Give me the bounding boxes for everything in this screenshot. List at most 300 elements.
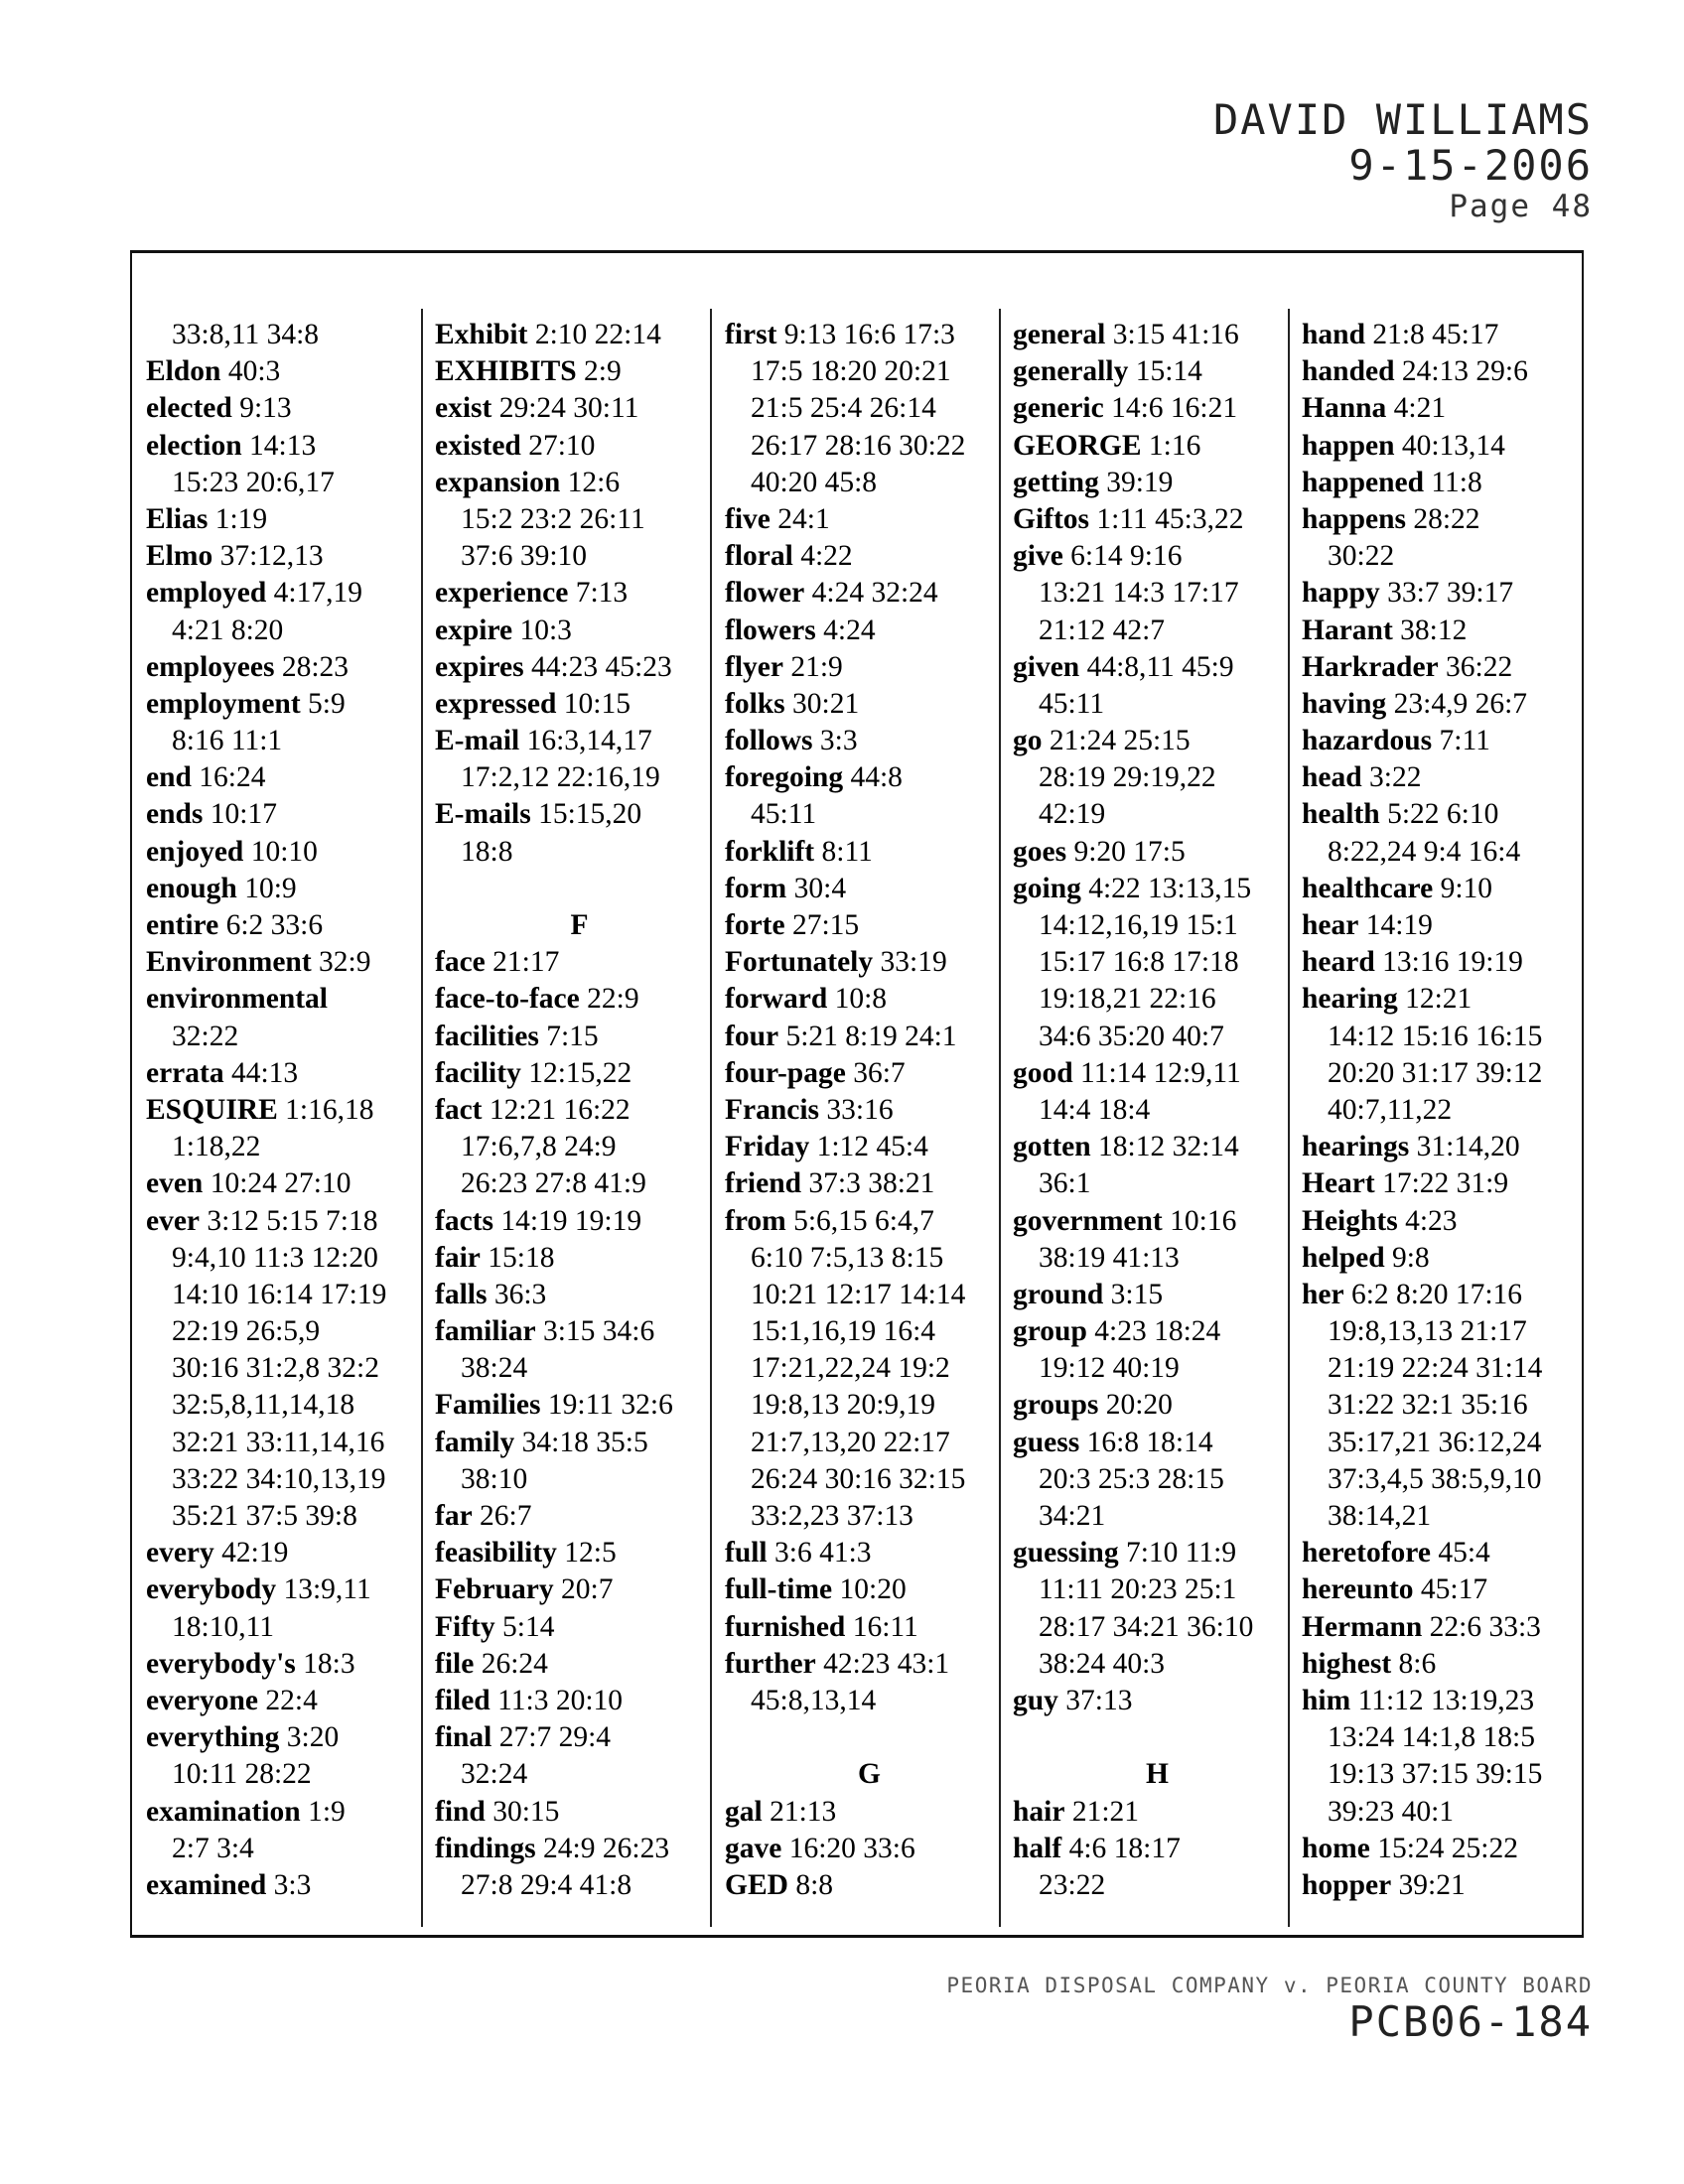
page-line-references: 37:12,13 — [219, 540, 324, 573]
page-line-references: 36:3 — [493, 1278, 547, 1310]
index-term: ESQUIRE — [146, 1093, 278, 1126]
page-line-references: 34:6 35:20 40:7 — [1039, 1020, 1224, 1052]
index-entry — [435, 686, 724, 723]
index-entry — [146, 501, 435, 538]
page-line-references: 19:13 37:15 39:15 — [1328, 1758, 1543, 1791]
index-continuation-line — [1302, 1092, 1591, 1129]
index-term: hazardous — [1302, 725, 1433, 757]
page-line-references: 24:13 29:6 — [1401, 355, 1528, 388]
page-line-references: 29:24 30:11 — [498, 392, 639, 425]
index-continuation-line — [725, 1683, 1014, 1719]
page-line-references: 15:14 — [1135, 355, 1202, 388]
page-line-references: 11:12 13:19,23 — [1357, 1684, 1535, 1716]
index-column-5 — [1302, 317, 1591, 1935]
page-line-references: 1:18,22 — [172, 1131, 261, 1163]
page-line-references: 4:22 13:13,15 — [1088, 872, 1252, 904]
page-line-references: 4:21 — [1393, 392, 1447, 425]
index-entry — [146, 907, 435, 944]
page-line-references: 7:15 — [546, 1020, 599, 1052]
index-entry — [146, 390, 435, 427]
index-term: heard — [1302, 946, 1375, 979]
index-term: Francis — [725, 1093, 820, 1126]
index-term: Giftos — [1013, 502, 1090, 535]
page-line-references: 17:6,7,8 24:9 — [461, 1131, 617, 1163]
index-term: hopper — [1302, 1868, 1392, 1901]
page-line-references: 27:8 29:4 41:8 — [461, 1868, 632, 1901]
page-line-references: 19:8,13,13 21:17 — [1328, 1315, 1527, 1348]
index-entry — [1302, 1867, 1591, 1904]
index-term: GEORGE — [1013, 429, 1142, 462]
page-line-references: 27:15 — [791, 909, 860, 941]
index-term: expires — [435, 650, 524, 683]
index-continuation-line — [1013, 796, 1302, 833]
index-continuation-line — [1302, 1019, 1591, 1055]
index-continuation-line — [1013, 1019, 1302, 1055]
index-continuation-line — [1013, 944, 1302, 981]
page-line-references: 32:24 — [461, 1758, 528, 1791]
column-divider — [1288, 309, 1290, 1927]
page-line-references: 2:9 — [584, 355, 622, 388]
page-line-references: 1:19 — [214, 502, 268, 535]
index-entry — [435, 1609, 724, 1646]
index-entry — [146, 796, 435, 833]
index-entry — [1013, 317, 1302, 353]
index-entry — [725, 1019, 1014, 1055]
page-line-references: 5:14 — [502, 1610, 555, 1643]
page-line-references: 38:10 — [461, 1462, 528, 1495]
index-entry — [1302, 428, 1591, 465]
index-entry — [435, 871, 724, 907]
index-term: everyone — [146, 1684, 259, 1716]
index-term: employed — [146, 577, 267, 610]
page-line-references: 1:16,18 — [285, 1093, 374, 1126]
page-line-references: 30:4 — [793, 872, 847, 904]
page-line-references: 4:6 18:17 — [1068, 1832, 1181, 1864]
index-entry — [725, 1055, 1014, 1092]
index-term: foregoing — [725, 761, 844, 794]
page-line-references: 37:6 39:10 — [461, 540, 588, 573]
index-entry — [1302, 1609, 1591, 1646]
index-entry — [1302, 907, 1591, 944]
deposition-date: 9-15-2006 — [1348, 141, 1593, 190]
index-continuation-line — [146, 1831, 435, 1867]
page-line-references: 11:3 20:10 — [497, 1684, 624, 1716]
index-term: even — [146, 1167, 204, 1200]
index-term: happened — [1302, 466, 1424, 498]
index-term: far — [435, 1500, 473, 1532]
index-term: Fortunately — [725, 946, 874, 979]
page-line-references: 45:17 — [1420, 1573, 1488, 1606]
index-column-1 — [146, 317, 435, 1935]
index-term: employees — [146, 650, 275, 683]
index-entry — [1302, 1277, 1591, 1313]
page-line-references: 22:9 — [587, 983, 639, 1016]
index-entry — [725, 1831, 1014, 1867]
index-term: given — [1013, 650, 1080, 683]
page-line-references: 14:19 — [1365, 909, 1433, 941]
page-line-references: 44:8,11 45:9 — [1086, 650, 1234, 683]
page-line-references: 14:19 19:19 — [500, 1204, 642, 1237]
index-term: general — [1013, 319, 1106, 350]
index-term: expire — [435, 614, 513, 646]
page-line-references: 45:8,13,14 — [751, 1684, 877, 1716]
index-entry — [146, 981, 435, 1018]
page-line-references: 17:22 31:9 — [1382, 1167, 1509, 1200]
index-term: hearing — [1302, 983, 1398, 1016]
index-entry — [146, 428, 435, 465]
index-term: gotten — [1013, 1131, 1091, 1163]
index-entry — [1302, 353, 1591, 390]
index-term: half — [1013, 1832, 1062, 1864]
index-term: healthcare — [1302, 872, 1434, 904]
index-term: everything — [146, 1721, 280, 1754]
index-continuation-line — [1302, 1313, 1591, 1350]
column-divider — [999, 309, 1001, 1927]
index-term: E-mails — [435, 798, 531, 831]
index-term: fact — [435, 1093, 483, 1126]
index-term: enjoyed — [146, 835, 244, 868]
index-term: generally — [1013, 355, 1129, 388]
index-entry — [146, 1867, 435, 1904]
page-line-references: 21:12 42:7 — [1039, 614, 1166, 646]
index-continuation-line — [1013, 1867, 1302, 1904]
index-entry — [725, 649, 1014, 686]
index-entry — [725, 1571, 1014, 1608]
index-continuation-line — [1013, 1646, 1302, 1683]
page-line-references: 15:18 — [488, 1241, 555, 1274]
index-continuation-line — [725, 1313, 1014, 1350]
index-term: guessing — [1013, 1537, 1119, 1570]
index-entry — [435, 1313, 724, 1350]
index-continuation-line — [146, 317, 435, 353]
page-line-references: 42:19 — [1039, 798, 1106, 831]
index-term: expansion — [435, 466, 561, 498]
page-line-references: 5:22 6:10 — [1387, 798, 1499, 831]
page-line-references: 45:4 — [1438, 1537, 1490, 1570]
index-entry — [1302, 1165, 1591, 1202]
index-term: Eldon — [146, 355, 221, 388]
index-entry — [725, 1165, 1014, 1202]
index-term: goes — [1013, 835, 1067, 868]
page-line-references: 21:19 22:24 31:14 — [1328, 1352, 1543, 1385]
index-term: forklift — [725, 835, 815, 868]
index-term: E-mail — [435, 725, 520, 757]
index-continuation-line — [435, 501, 724, 538]
index-term: ever — [146, 1204, 201, 1237]
index-entry — [435, 1571, 724, 1608]
index-continuation-line — [725, 1461, 1014, 1498]
index-entry — [1302, 759, 1591, 796]
page-line-references: 30:15 — [492, 1795, 560, 1828]
index-entry — [435, 1055, 724, 1092]
page-line-references: 30:16 31:2,8 32:2 — [172, 1352, 379, 1385]
index-term: face-to-face — [435, 983, 580, 1016]
index-term: hair — [1013, 1795, 1065, 1828]
page-line-references: 33:2,23 37:13 — [751, 1500, 913, 1532]
index-continuation-line — [1302, 1461, 1591, 1498]
index-entry — [435, 613, 724, 649]
index-entry — [1013, 1387, 1302, 1424]
page-line-references: 16:20 33:6 — [788, 1832, 915, 1864]
page-line-references: 10:16 — [1170, 1204, 1237, 1237]
page-line-references: 15:24 25:22 — [1377, 1832, 1518, 1864]
index-continuation-line — [435, 1350, 724, 1387]
index-term: Heart — [1302, 1167, 1375, 1200]
page-line-references: 26:24 — [481, 1647, 548, 1680]
page-line-references: 10:3 — [519, 614, 572, 646]
index-entry — [725, 944, 1014, 981]
index-term: file — [435, 1647, 475, 1680]
page-line-references: 15:17 16:8 17:18 — [1039, 946, 1239, 979]
index-continuation-line — [1013, 1498, 1302, 1535]
page-line-references: 21:17 — [492, 946, 560, 979]
page-line-references: 9:20 17:5 — [1073, 835, 1186, 868]
page-line-references: 10:24 27:10 — [210, 1167, 351, 1200]
page-line-references: 4:24 — [823, 614, 876, 646]
index-term: head — [1302, 761, 1362, 794]
page-line-references: 15:2 23:2 26:11 — [461, 502, 645, 535]
index-term: full-time — [725, 1573, 833, 1606]
index-term: facilities — [435, 1020, 539, 1052]
index-entry — [1302, 1129, 1591, 1165]
page-line-references: 13:9,11 — [283, 1573, 371, 1606]
index-term: Exhibit — [435, 319, 528, 350]
index-entry — [435, 649, 724, 686]
index-entry — [435, 1498, 724, 1535]
page-line-references: 37:3 38:21 — [808, 1167, 935, 1200]
page-line-references: 5:21 8:19 24:1 — [785, 1020, 957, 1052]
index-entry — [1013, 1535, 1302, 1571]
index-term: experience — [435, 577, 569, 610]
index-continuation-line — [1013, 1240, 1302, 1277]
page-line-references: 22:6 33:3 — [1429, 1610, 1541, 1643]
page-line-references: 26:23 27:8 41:9 — [461, 1167, 646, 1200]
index-term: flower — [725, 577, 805, 610]
page-line-references: 17:21,22,24 19:2 — [751, 1352, 950, 1385]
index-term: happen — [1302, 429, 1395, 462]
index-term: entire — [146, 909, 219, 941]
index-continuation-line — [725, 1350, 1014, 1387]
case-caption: PEORIA DISPOSAL COMPANY v. PEORIA COUNTY BOARD — [946, 1974, 1593, 1997]
index-entry — [725, 538, 1014, 575]
index-term: Families — [435, 1389, 541, 1422]
index-entry — [146, 649, 435, 686]
index-term: exist — [435, 392, 492, 425]
page-line-references: 4:17,19 — [273, 577, 362, 610]
index-continuation-line — [435, 1165, 724, 1202]
index-term: examination — [146, 1795, 301, 1828]
page-line-references: 5:6,15 6:4,7 — [793, 1204, 934, 1237]
page-line-references: 45:11 — [1039, 687, 1105, 720]
index-entry — [146, 1683, 435, 1719]
page-line-references: 1:11 45:3,22 — [1096, 502, 1244, 535]
page-line-references: 8:11 — [821, 835, 873, 868]
page-line-references: 31:22 32:1 35:16 — [1328, 1389, 1528, 1422]
index-entry — [1013, 1203, 1302, 1240]
index-continuation-line — [1302, 1794, 1591, 1831]
index-term: existed — [435, 429, 521, 462]
index-term: generic — [1013, 392, 1104, 425]
index-term: good — [1013, 1056, 1073, 1089]
page-line-references: 21:8 45:17 — [1372, 319, 1499, 350]
index-term: forte — [725, 909, 785, 941]
page-line-references: 15:23 20:6,17 — [172, 466, 335, 498]
page-line-references: 24:1 — [777, 502, 830, 535]
page-line-references: 12:5 — [564, 1537, 617, 1570]
page-line-references: 33:22 34:10,13,19 — [172, 1462, 386, 1495]
page-line-references: 2:10 22:14 — [534, 319, 661, 350]
page-line-references: 15:15,20 — [538, 798, 642, 831]
index-term: Harant — [1302, 614, 1393, 646]
page-line-references: 14:12,16,19 15:1 — [1039, 909, 1238, 941]
page-line-references: 11:8 — [1431, 466, 1482, 498]
page-line-references: 8:8 — [795, 1868, 834, 1901]
index-term: go — [1013, 725, 1043, 757]
index-term: examined — [146, 1868, 267, 1901]
index-term: gal — [725, 1795, 763, 1828]
index-entry — [146, 1203, 435, 1240]
index-term: feasibility — [435, 1537, 557, 1570]
page-line-references: 28:19 29:19,22 — [1039, 761, 1216, 794]
page-line-references: 10:9 — [244, 872, 297, 904]
index-entry — [1302, 723, 1591, 759]
page-line-references: 34:21 — [1039, 1500, 1106, 1532]
page-line-references: 9:8 — [1391, 1241, 1430, 1274]
page-line-references: 13:24 14:1,8 18:5 — [1328, 1721, 1535, 1754]
index-term: hereunto — [1302, 1573, 1414, 1606]
index-term: government — [1013, 1204, 1163, 1237]
index-entry — [725, 1646, 1014, 1683]
page-line-references: 38:12 — [1400, 614, 1468, 646]
section-letter: H — [1146, 1758, 1169, 1791]
index-entry — [725, 1129, 1014, 1165]
index-continuation-line — [1013, 1092, 1302, 1129]
index-entry — [435, 1719, 724, 1756]
page-line-references: 26:7 — [480, 1500, 532, 1532]
index-term: findings — [435, 1832, 536, 1864]
index-entry — [725, 907, 1014, 944]
index-continuation-line — [1013, 981, 1302, 1018]
index-entry — [146, 575, 435, 612]
index-continuation-line — [146, 723, 435, 759]
page-line-references: 28:17 34:21 36:10 — [1039, 1610, 1254, 1643]
index-continuation-line — [146, 1277, 435, 1313]
page-line-references: 20:7 — [561, 1573, 614, 1606]
page-line-references: 39:19 — [1106, 466, 1174, 498]
page-line-references: 4:23 — [1405, 1204, 1458, 1237]
page-line-references: 7:10 11:9 — [1125, 1537, 1237, 1570]
page-line-references: 3:12 5:15 7:18 — [207, 1204, 378, 1237]
page-line-references: 10:20 — [839, 1573, 907, 1606]
page-line-references: 44:13 — [230, 1056, 299, 1089]
index-entry — [725, 317, 1014, 353]
page-line-references: 19:18,21 22:16 — [1039, 983, 1216, 1016]
page-line-references: 20:20 — [1105, 1389, 1173, 1422]
index-continuation-line — [435, 759, 724, 796]
index-term: ground — [1013, 1278, 1104, 1310]
page-number: Page 48 — [1449, 189, 1593, 224]
page-line-references: 45:11 — [751, 798, 817, 831]
page-line-references: 10:21 12:17 14:14 — [751, 1278, 966, 1310]
page-line-references: 16:8 18:14 — [1086, 1426, 1213, 1458]
page-line-references: 10:10 — [250, 835, 318, 868]
page-line-references: 38:24 — [461, 1352, 528, 1385]
index-term: environmental — [146, 983, 329, 1016]
index-entry — [1013, 1277, 1302, 1313]
page-line-references: 10:15 — [563, 687, 631, 720]
page-line-references: 8:22,24 9:4 16:4 — [1328, 835, 1521, 868]
index-term: familiar — [435, 1315, 536, 1348]
page-line-references: 22:19 26:5,9 — [172, 1315, 321, 1348]
page-line-references: 21:24 25:15 — [1049, 725, 1191, 757]
index-entry — [1013, 353, 1302, 390]
index-entry — [725, 613, 1014, 649]
index-term: Heights — [1302, 1204, 1398, 1237]
page-line-references: 6:2 8:20 17:16 — [1350, 1278, 1523, 1310]
index-entry — [435, 353, 724, 390]
page-line-references: 12:6 — [567, 466, 621, 498]
index-entry — [1302, 981, 1591, 1018]
index-term: expressed — [435, 687, 557, 720]
page-line-references: 35:21 37:5 39:8 — [172, 1500, 357, 1532]
page-line-references: 33:19 — [880, 946, 947, 979]
index-entry — [1013, 1129, 1302, 1165]
index-term: health — [1302, 798, 1380, 831]
page-line-references: 23:4,9 26:7 — [1393, 687, 1528, 720]
index-entry — [1013, 1313, 1302, 1350]
index-continuation-line — [725, 1277, 1014, 1313]
page-line-references: 1:12 45:4 — [816, 1131, 928, 1163]
page-line-references: 18:8 — [461, 835, 513, 868]
index-entry — [1302, 575, 1591, 612]
index-term: employment — [146, 687, 301, 720]
index-continuation-line — [146, 613, 435, 649]
page-line-references: 40:13,14 — [1401, 429, 1505, 462]
index-entry — [1302, 944, 1591, 981]
page-line-references: 36:22 — [1446, 650, 1513, 683]
page-line-references: 9:13 — [239, 392, 292, 425]
page-line-references: 10:8 — [834, 983, 888, 1016]
index-continuation-line — [725, 1498, 1014, 1535]
index-term: four — [725, 1020, 779, 1052]
page-line-references: 11:11 20:23 25:1 — [1039, 1573, 1237, 1606]
page-line-references: 10:11 28:22 — [172, 1758, 312, 1791]
index-continuation-line — [1302, 834, 1591, 871]
index-term: highest — [1302, 1647, 1392, 1680]
page-line-references: 31:14,20 — [1416, 1131, 1520, 1163]
page-line-references: 3:3 — [819, 725, 858, 757]
index-frame — [130, 250, 1584, 1938]
page-line-references: 3:15 — [1110, 1278, 1164, 1310]
page-line-references: 9:10 — [1440, 872, 1493, 904]
index-term: forward — [725, 983, 828, 1016]
index-entry — [1302, 390, 1591, 427]
index-continuation-line — [146, 1313, 435, 1350]
index-continuation-line — [1302, 1719, 1591, 1756]
index-entry — [1302, 686, 1591, 723]
index-entry — [725, 1719, 1014, 1756]
page-line-references: 4:23 18:24 — [1094, 1315, 1221, 1348]
index-continuation-line — [146, 1609, 435, 1646]
page-line-references: 13:16 19:19 — [1382, 946, 1523, 979]
index-term: further — [725, 1647, 816, 1680]
page-line-references: 15:1,16,19 16:4 — [751, 1315, 936, 1348]
index-entry — [1013, 1794, 1302, 1831]
index-entry — [435, 1831, 724, 1867]
page-line-references: 32:21 33:11,14,16 — [172, 1426, 385, 1458]
index-term: Environment — [146, 946, 312, 979]
index-term: full — [725, 1537, 768, 1570]
